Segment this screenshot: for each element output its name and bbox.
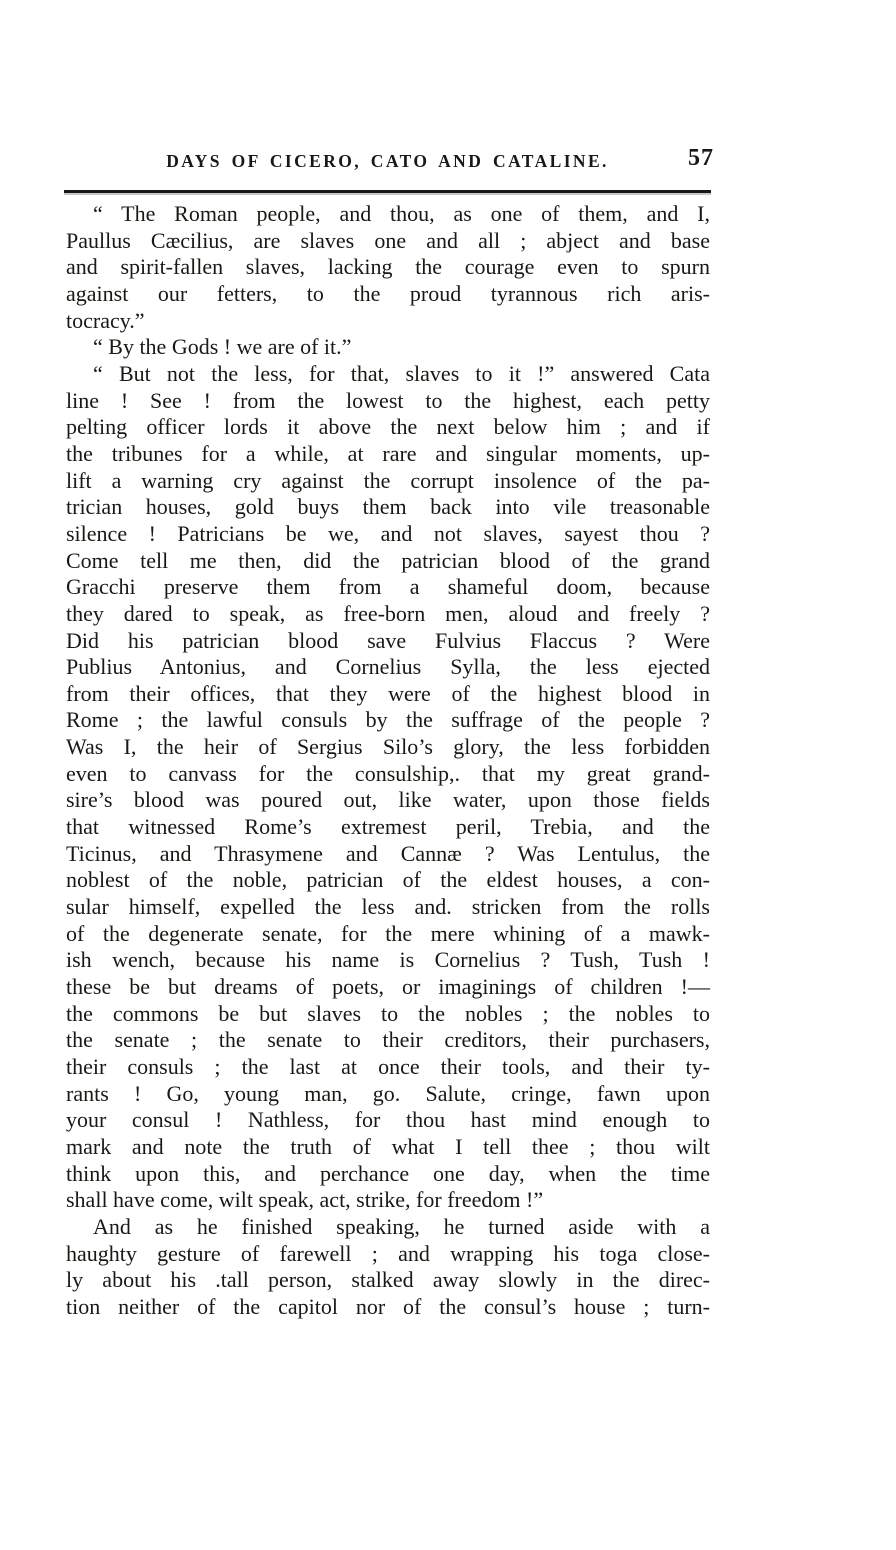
text-line: “ The Roman people, and thou, as one of them, and I, bbox=[93, 201, 710, 226]
text-line: against our fetters, to the proud tyrannous rich aris- bbox=[66, 280, 710, 306]
text-line: the senate ; the senate to their creditors, their purchasers, bbox=[66, 1027, 710, 1053]
text-line: that witnessed Rome’s extremest peril, Trebia, and the bbox=[66, 814, 710, 840]
text-line: shall have come, wilt speak, act, strike, for freedom !” bbox=[66, 1187, 544, 1213]
text-line: noblest of the noble, patrician of the eldest houses, a con- bbox=[66, 867, 710, 893]
text-line: ish wench, because his name is Cornelius ? Tush, Tush ! bbox=[66, 947, 710, 973]
text-line: the tribunes for a while, at rare and singular moments, up- bbox=[66, 440, 710, 466]
text-line: sire’s blood was poured out, like water, upon those fields bbox=[66, 787, 710, 813]
text-line: Ticinus, and Thrasymene and Cannæ ? Was Lentulus, the bbox=[66, 840, 710, 866]
text-line: Paullus Cæcilius, are slaves one and all ; abject and base bbox=[66, 227, 710, 253]
text-line: rants ! Go, young man, go. Salute, cringe, fawn upon bbox=[66, 1080, 710, 1106]
running-head bbox=[65, 145, 714, 183]
text-line: of the degenerate senate, for the mere whining of a mawk- bbox=[66, 920, 710, 946]
text-line: these be but dreams of poets, or imaginings of children !— bbox=[66, 974, 710, 1000]
text-line: “ By the Gods ! we are of it.” bbox=[93, 334, 352, 360]
text-line: mark and note the truth of what I tell thee ; thou wilt bbox=[66, 1133, 710, 1159]
text-line: even to canvass for the consulship,. that my great grand- bbox=[66, 760, 710, 786]
text-line: Was I, the heir of Sergius Silo’s glory, the less forbidden bbox=[66, 734, 710, 760]
page-body bbox=[66, 201, 710, 1321]
text-line: Rome ; the lawful consuls by the suffrage of the people ? bbox=[66, 707, 710, 733]
text-line: the commons be but slaves to the nobles ; the nobles to bbox=[66, 1000, 710, 1026]
text-line: sular himself, expelled the less and. stricken from the rolls bbox=[66, 894, 710, 920]
text-line: And as he finished speaking, he turned aside with a bbox=[93, 1213, 710, 1239]
text-line: “ But not the less, for that, slaves to it !” answered Cata bbox=[93, 360, 710, 386]
text-line: haughty gesture of farewell ; and wrapping his toga close- bbox=[66, 1240, 710, 1266]
text-line: and spirit-fallen slaves, lacking the courage even to spurn bbox=[66, 254, 710, 280]
text-line: from their offices, that they were of the highest blood in bbox=[66, 680, 710, 706]
text-line: your consul ! Nathless, for thou hast mind enough to bbox=[66, 1107, 710, 1133]
text-line: they dared to speak, as free-born men, aloud and freely ? bbox=[66, 600, 710, 626]
text-line: tocracy.” bbox=[66, 307, 145, 333]
text-line: Publius Antonius, and Cornelius Sylla, the less ejected bbox=[66, 654, 710, 680]
text-line: think upon this, and perchance one day, when the time bbox=[66, 1160, 710, 1186]
text-line: trician houses, gold buys them back into vile treasonable bbox=[66, 494, 710, 520]
text-line: tion neither of the capitol nor of the consul’s house ; turn- bbox=[66, 1293, 710, 1319]
text-line: pelting officer lords it above the next below him ; and if bbox=[66, 414, 710, 440]
text-line: silence ! Patricians be we, and not slaves, sayest thou ? bbox=[66, 520, 710, 546]
text-line: lift a warning cry against the corrupt insolence of the pa- bbox=[66, 467, 710, 493]
text-line: ly about his .tall person, stalked away slowly in the direc- bbox=[66, 1267, 710, 1293]
page-number: 57 bbox=[688, 145, 714, 171]
page-header-title: DAYS OF CICERO, CATO AND CATALINE. bbox=[166, 151, 609, 171]
text-line: their consuls ; the last at once their tools, and their ty- bbox=[66, 1054, 710, 1079]
text-line: Gracchi preserve them from a shameful doom, because bbox=[66, 574, 710, 600]
text-line: Did his patrician blood save Fulvius Flaccus ? Were bbox=[66, 627, 710, 653]
header-rule bbox=[64, 190, 711, 193]
text-line: Come tell me then, did the patrician blood of the grand bbox=[66, 547, 710, 573]
text-line: line ! See ! from the lowest to the highest, each petty bbox=[66, 387, 710, 413]
